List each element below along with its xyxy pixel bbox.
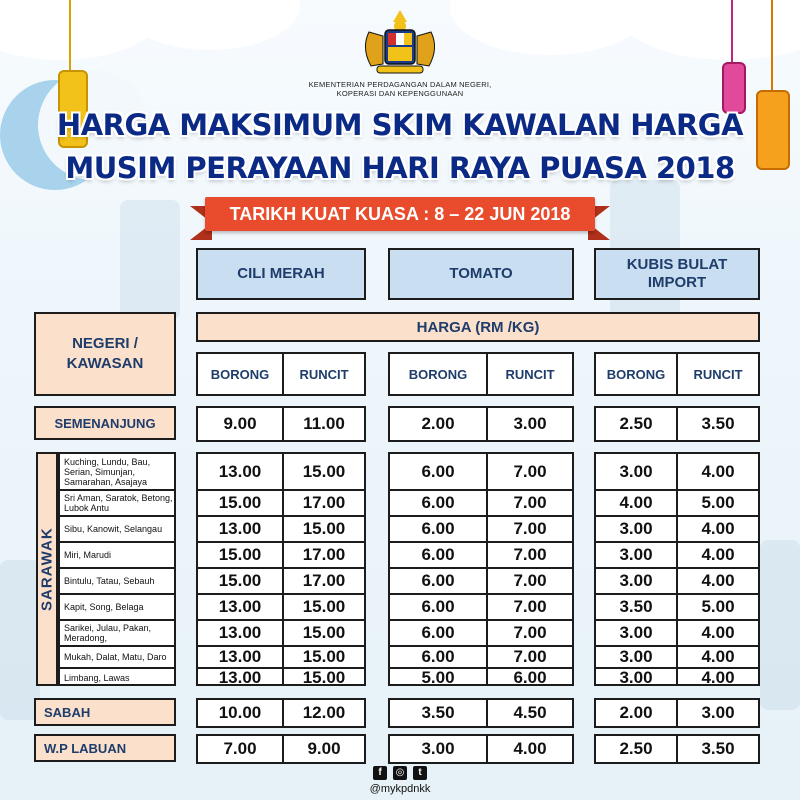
price-row-semenanjung-cili xyxy=(196,406,366,442)
price-cell: 7.00 xyxy=(513,462,547,481)
facebook-icon[interactable]: f xyxy=(373,766,387,780)
price-cell: 3.50 xyxy=(701,414,735,433)
price-cell: 15.00 xyxy=(302,668,346,687)
sarawak-area-name: Sri Aman, Saratok, Betong, Lubok Antu xyxy=(64,493,173,513)
sarawak-tomato-prices xyxy=(388,452,574,686)
subheader-kubis xyxy=(594,352,760,396)
price-cell: 15.00 xyxy=(218,493,262,512)
price-cell: 3.00 xyxy=(619,623,653,642)
sarawak-area-name: Kuching, Lundu, Bau, Serian, Simunjan, Samarahan, Asajaya xyxy=(64,457,151,487)
price-cell: 13.00 xyxy=(218,623,262,642)
price-row-sabah-tomato xyxy=(388,698,574,728)
price-cell: 7.00 xyxy=(513,545,547,564)
subheader-borong: BORONG xyxy=(210,366,270,382)
ministry-name xyxy=(250,80,550,98)
price-cell: 6.00 xyxy=(421,647,455,666)
price-cell: 13.00 xyxy=(218,597,262,616)
price-cell: 17.00 xyxy=(302,571,346,590)
price-cell: 4.00 xyxy=(701,545,735,564)
subheader-runcit: RUNCIT xyxy=(299,366,349,382)
price-cell: 15.00 xyxy=(302,647,346,666)
price-cell: 4.50 xyxy=(513,703,547,722)
page-subtitle: MUSIM PERAYAAN HARI RAYA PUASA 2018 xyxy=(65,151,735,185)
subheader-runcit: RUNCIT xyxy=(505,366,555,382)
price-cell: 13.00 xyxy=(218,668,262,687)
price-cell: 6.00 xyxy=(421,493,455,512)
price-cell: 9.00 xyxy=(223,414,257,433)
price-cell: 9.00 xyxy=(307,739,341,758)
sarawak-area-name: Limbang, Lawas xyxy=(64,673,130,683)
subheader-borong: BORONG xyxy=(408,366,468,382)
price-row-labuan-kubis xyxy=(594,734,760,764)
price-cell: 4.00 xyxy=(513,739,547,758)
sarawak-area-name: Mukah, Dalat, Matu, Daro xyxy=(64,652,167,662)
price-cell: 4.00 xyxy=(619,493,653,512)
price-cell: 7.00 xyxy=(513,571,547,590)
price-cell: 5.00 xyxy=(701,493,735,512)
price-cell: 3.00 xyxy=(421,739,455,758)
subheader-runcit: RUNCIT xyxy=(693,366,743,382)
sarawak-cili-prices xyxy=(196,452,366,686)
price-cell: 6.00 xyxy=(421,623,455,642)
price-cell: 15.00 xyxy=(302,519,346,538)
sarawak-area-list xyxy=(58,452,176,686)
price-cell: 2.00 xyxy=(619,703,653,722)
price-cell: 6.00 xyxy=(421,545,455,564)
price-cell: 7.00 xyxy=(513,519,547,538)
price-cell: 3.00 xyxy=(619,668,653,687)
price-cell: 3.00 xyxy=(619,647,653,666)
sarawak-area-name: Bintulu, Tatau, Sebauh xyxy=(64,576,155,586)
price-row-sabah-cili xyxy=(196,698,366,728)
product-header-cili: CILI MERAH xyxy=(196,248,366,300)
price-cell: 6.00 xyxy=(421,519,455,538)
region-sabah: SABAH xyxy=(34,698,176,726)
subheader-cili xyxy=(196,352,366,396)
price-row-semenanjung-kubis xyxy=(594,406,760,442)
sarawak-area-name: Miri, Marudi xyxy=(64,550,112,560)
price-cell: 13.00 xyxy=(218,519,262,538)
price-cell: 5.00 xyxy=(701,597,735,616)
twitter-icon[interactable]: t xyxy=(413,766,427,780)
region-header-line: KAWASAN xyxy=(66,355,144,372)
region-semenanjung: SEMENANJUNG xyxy=(34,406,176,440)
product-header-kubis: KUBIS BULAT IMPORT xyxy=(594,248,760,300)
price-cell: 7.00 xyxy=(223,739,257,758)
page-title: HARGA MAKSIMUM SKIM KAWALAN HARGA xyxy=(56,108,744,142)
price-cell: 13.00 xyxy=(218,462,262,481)
price-cell: 6.00 xyxy=(421,571,455,590)
price-cell: 15.00 xyxy=(218,545,262,564)
price-cell: 6.00 xyxy=(421,462,455,481)
lantern-icon xyxy=(718,0,746,120)
price-cell: 12.00 xyxy=(302,703,346,722)
subheader-borong: BORONG xyxy=(606,366,666,382)
effective-date: TARIKH KUAT KUASA : 8 – 22 JUN 2018 xyxy=(229,204,571,224)
price-cell: 17.00 xyxy=(302,493,346,512)
price-cell: 2.50 xyxy=(619,739,653,758)
price-cell: 4.00 xyxy=(701,647,735,666)
social-handle[interactable]: @mykpdnkk xyxy=(369,783,431,795)
price-cell: 7.00 xyxy=(513,493,547,512)
price-cell: 15.00 xyxy=(302,623,346,642)
price-cell: 3.50 xyxy=(619,597,653,616)
price-cell: 3.00 xyxy=(619,462,653,481)
price-cell: 15.00 xyxy=(218,571,262,590)
price-cell: 4.00 xyxy=(701,623,735,642)
ministry-line: KOPERASI DAN KEPENGGUNAAN xyxy=(336,89,464,98)
price-cell: 15.00 xyxy=(302,462,346,481)
region-header-line: NEGERI / xyxy=(72,335,138,352)
price-cell: 7.00 xyxy=(513,623,547,642)
price-cell: 3.00 xyxy=(619,571,653,590)
cloud-decoration xyxy=(120,0,300,50)
price-unit-header: HARGA (RM /KG) xyxy=(196,312,760,342)
price-cell: 15.00 xyxy=(302,597,346,616)
price-row-sabah-kubis xyxy=(594,698,760,728)
price-cell: 3.00 xyxy=(619,519,653,538)
price-cell: 10.00 xyxy=(218,703,262,722)
sarawak-area-name: Kapit, Song, Belaga xyxy=(64,602,144,612)
price-cell: 4.00 xyxy=(701,519,735,538)
region-sarawak: SARAWAK xyxy=(38,527,56,611)
price-cell: 7.00 xyxy=(513,597,547,616)
price-cell: 4.00 xyxy=(701,462,735,481)
sarawak-kubis-prices xyxy=(594,452,760,686)
price-cell: 3.50 xyxy=(701,739,735,758)
price-row-labuan-tomato xyxy=(388,734,574,764)
ministry-line: KEMENTERIAN PERDAGANGAN DALAM NEGERI, xyxy=(308,80,492,89)
price-cell: 4.00 xyxy=(701,668,735,687)
price-cell: 6.00 xyxy=(421,597,455,616)
social-icons xyxy=(360,766,440,780)
price-cell: 3.50 xyxy=(421,703,455,722)
price-cell: 13.00 xyxy=(218,647,262,666)
price-cell: 3.00 xyxy=(701,703,735,722)
region-labuan: W.P LABUAN xyxy=(34,734,176,762)
subheader-tomato xyxy=(388,352,574,396)
sarawak-area-name: Sibu, Kanowit, Selangau xyxy=(64,524,163,534)
product-header-tomato: TOMATO xyxy=(388,248,574,300)
price-cell: 3.00 xyxy=(619,545,653,564)
price-cell: 7.00 xyxy=(513,647,547,666)
price-cell: 17.00 xyxy=(302,545,346,564)
region-header xyxy=(34,312,176,396)
price-cell: 2.00 xyxy=(421,414,455,433)
price-cell: 11.00 xyxy=(303,414,345,433)
price-cell: 4.00 xyxy=(701,571,735,590)
price-cell: 6.00 xyxy=(513,668,547,687)
price-cell: 2.50 xyxy=(619,414,653,433)
price-row-labuan-cili xyxy=(196,734,366,764)
instagram-icon[interactable]: ◎ xyxy=(393,766,407,780)
sarawak-area-name: Sarikei, Julau, Pakan, Meradong, xyxy=(64,623,152,643)
price-cell: 5.00 xyxy=(421,668,455,687)
price-row-semenanjung-tomato xyxy=(388,406,574,442)
price-cell: 3.00 xyxy=(513,414,547,433)
coat-of-arms-logo xyxy=(355,8,445,78)
